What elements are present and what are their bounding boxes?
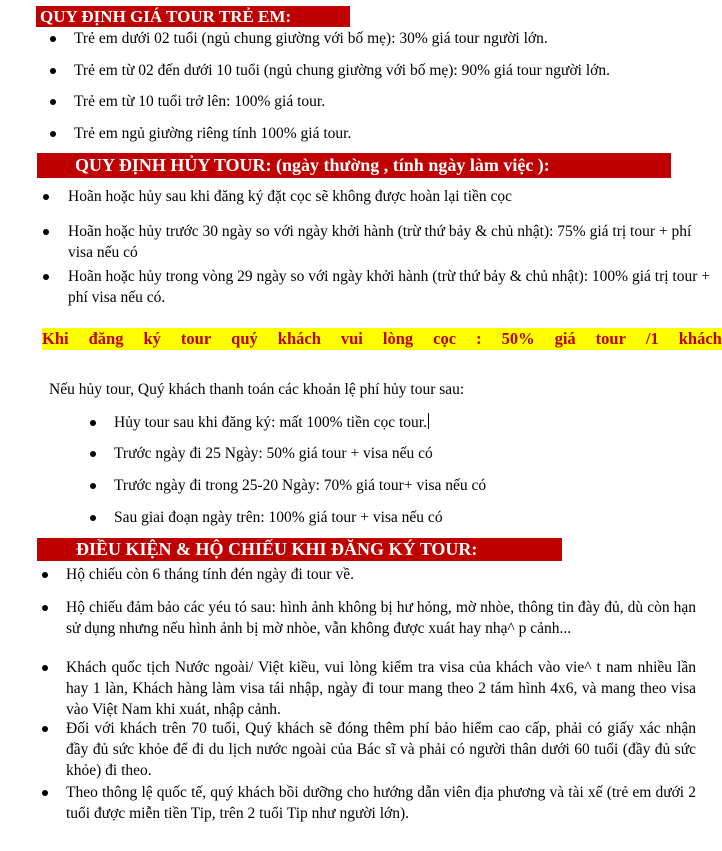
deposit-word: khách [678,329,722,348]
list-item-text: Trẻ em từ 10 tuổi trở lên: 100% giá tour. [74,93,326,110]
deposit-word: cọc [433,329,457,348]
list-item-text: Hoãn hoặc hủy sau khi đăng ký đặt cọc sẽ không được hoàn lại tiền cọc [68,188,513,205]
list-item [74,91,714,112]
bullet-icon [42,665,48,671]
list-item-text: Trẻ em từ 02 đến dưới 10 tuổi (ngủ chung giường với bố mẹ): 90% giá tour người lớn. [74,62,610,79]
bullet-icon [50,68,56,74]
deposit-word: tour [595,329,626,348]
deposit-word: vui [340,329,363,348]
list-item-text: Đối với khách trên 70 tuổi, Quý khách sẽ đóng thêm phí bảo hiểm cao cấp, phải có giấy xác nhận đầy đủ sức khỏe để đi du lịch nước ngoài của Bác sĩ và phải có người thân dưới 60 tuổi (đầy đủ sức khỏe) đi theo. [66,720,696,779]
list-item-text: Theo thông lệ quốc tế, quý khách bồi dưỡng cho hướng dẫn viên địa phương và tài xế (trẻ em dưới 2 tuổi được miễn tiền Tip, trên 2 tuổi Tip như người lớn). [66,784,696,822]
list-item-text: Trước ngày đi trong 25-20 Ngày: 70% giá tour+ visa nếu có [114,477,487,494]
list-item-text: Hộ chiếu còn 6 tháng tính đén ngày đi tour về. [66,566,354,583]
list-item [66,564,696,585]
bullet-icon [43,194,49,200]
bullet-icon [90,451,96,457]
bullet-icon [43,274,49,280]
list-item-text: Hộ chiếu đảm bảo các yéu tó sau: hình ảnh không bị hư hỏng, mờ nhòe, thông tin đày đủ, dù còn hạn sử dụng nhưng nếu hình ảnh bị mờ nhòe, vẫn không được xuát hay nhạ^ p cảnh... [66,599,696,637]
bullet-icon [90,420,96,426]
list-item-text: Hủy tour sau khi đăng ký: mất 100% tiền cọc tour. [114,414,427,431]
list-item [68,266,722,308]
deposit-word: ký [143,329,161,348]
list-item [74,60,714,81]
list-item-text: Khách quốc tịch Nước ngoài/ Việt kiều, vui lòng kiểm tra visa của khách vào vie^ t nam nhiều lần hay 1 làn, Khách hàng làm visa tái nhập, ngày đi tour mang theo 2 tám hình 4x6, và mang theo visa vào Việt Nam khi xuát, nhập cảnh. [66,659,696,718]
bullet-icon [42,726,48,732]
deposit-word: quý [231,329,258,348]
text-cursor-icon [428,413,429,429]
bullet-icon [50,131,56,137]
bullet-icon [90,515,96,521]
deposit-word: /1 [645,329,659,348]
deposit-word: 50% [501,329,535,348]
deposit-word: : [476,329,482,348]
children-pricing-heading [36,6,350,27]
deposit-word: khách [277,329,321,348]
list-item [66,718,696,781]
deposit-word: giá [554,329,576,348]
deposit-word: đăng [88,329,124,348]
list-item-text: Sau giai đoạn ngày trên: 100% giá tour + visa nếu có [114,509,443,526]
list-item-text: Trẻ em dưới 02 tuổi (ngủ chung giường với bố mẹ): 30% giá tour người lớn. [74,30,548,47]
list-item [68,221,698,263]
cancellation-title: QUY ĐỊNH HỦY TOUR: (ngày thường , tính ngày làm việc ): [75,155,550,175]
cancel-fees-intro: Nếu hủy tour, Quý khách thanh toán các khoản lệ phí hủy tour sau: [49,381,465,398]
bullet-icon [50,99,56,105]
bullet-icon [50,36,56,42]
bullet-icon [43,229,49,235]
deposit-word: Khi [42,329,69,348]
list-item [74,28,714,49]
bullet-icon [90,483,96,489]
list-item [114,443,704,464]
list-item [66,597,696,639]
bullet-icon [42,790,48,796]
cancellation-heading [37,153,671,178]
list-item [68,186,698,207]
bullet-icon [42,572,48,578]
deposit-word: tour [180,329,212,348]
list-item [114,412,704,433]
list-item [114,507,704,528]
bullet-icon [42,605,48,611]
list-item [74,123,714,144]
list-item-text: Hoãn hoặc hủy trước 30 ngày so với ngày khởi hành (trừ thứ bảy & chủ nhật): 75% giá trị tour + phí visa nếu có [68,223,692,261]
passport-heading [37,538,562,561]
list-item [114,475,704,496]
deposit-notice [42,328,722,350]
list-item-text: Trước ngày đi 25 Ngày: 50% giá tour + visa nếu có [114,445,433,462]
children-pricing-title: QUY ĐỊNH GIÁ TOUR TRẺ EM: [40,7,292,26]
list-item [66,657,696,720]
list-item-text: Hoãn hoặc hủy trong vòng 29 ngày so với ngày khởi hành (trừ thứ bảy & chủ nhật): 100% giá trị tour + phí visa nếu có. [68,268,711,306]
list-item-text: Trẻ em ngủ giường riêng tính 100% giá tour. [74,125,352,142]
passport-title: ĐIỀU KIỆN & HỘ CHIẾU KHI ĐĂNG KÝ TOUR: [76,539,478,559]
deposit-word: lòng [382,329,414,348]
list-item [66,782,696,824]
